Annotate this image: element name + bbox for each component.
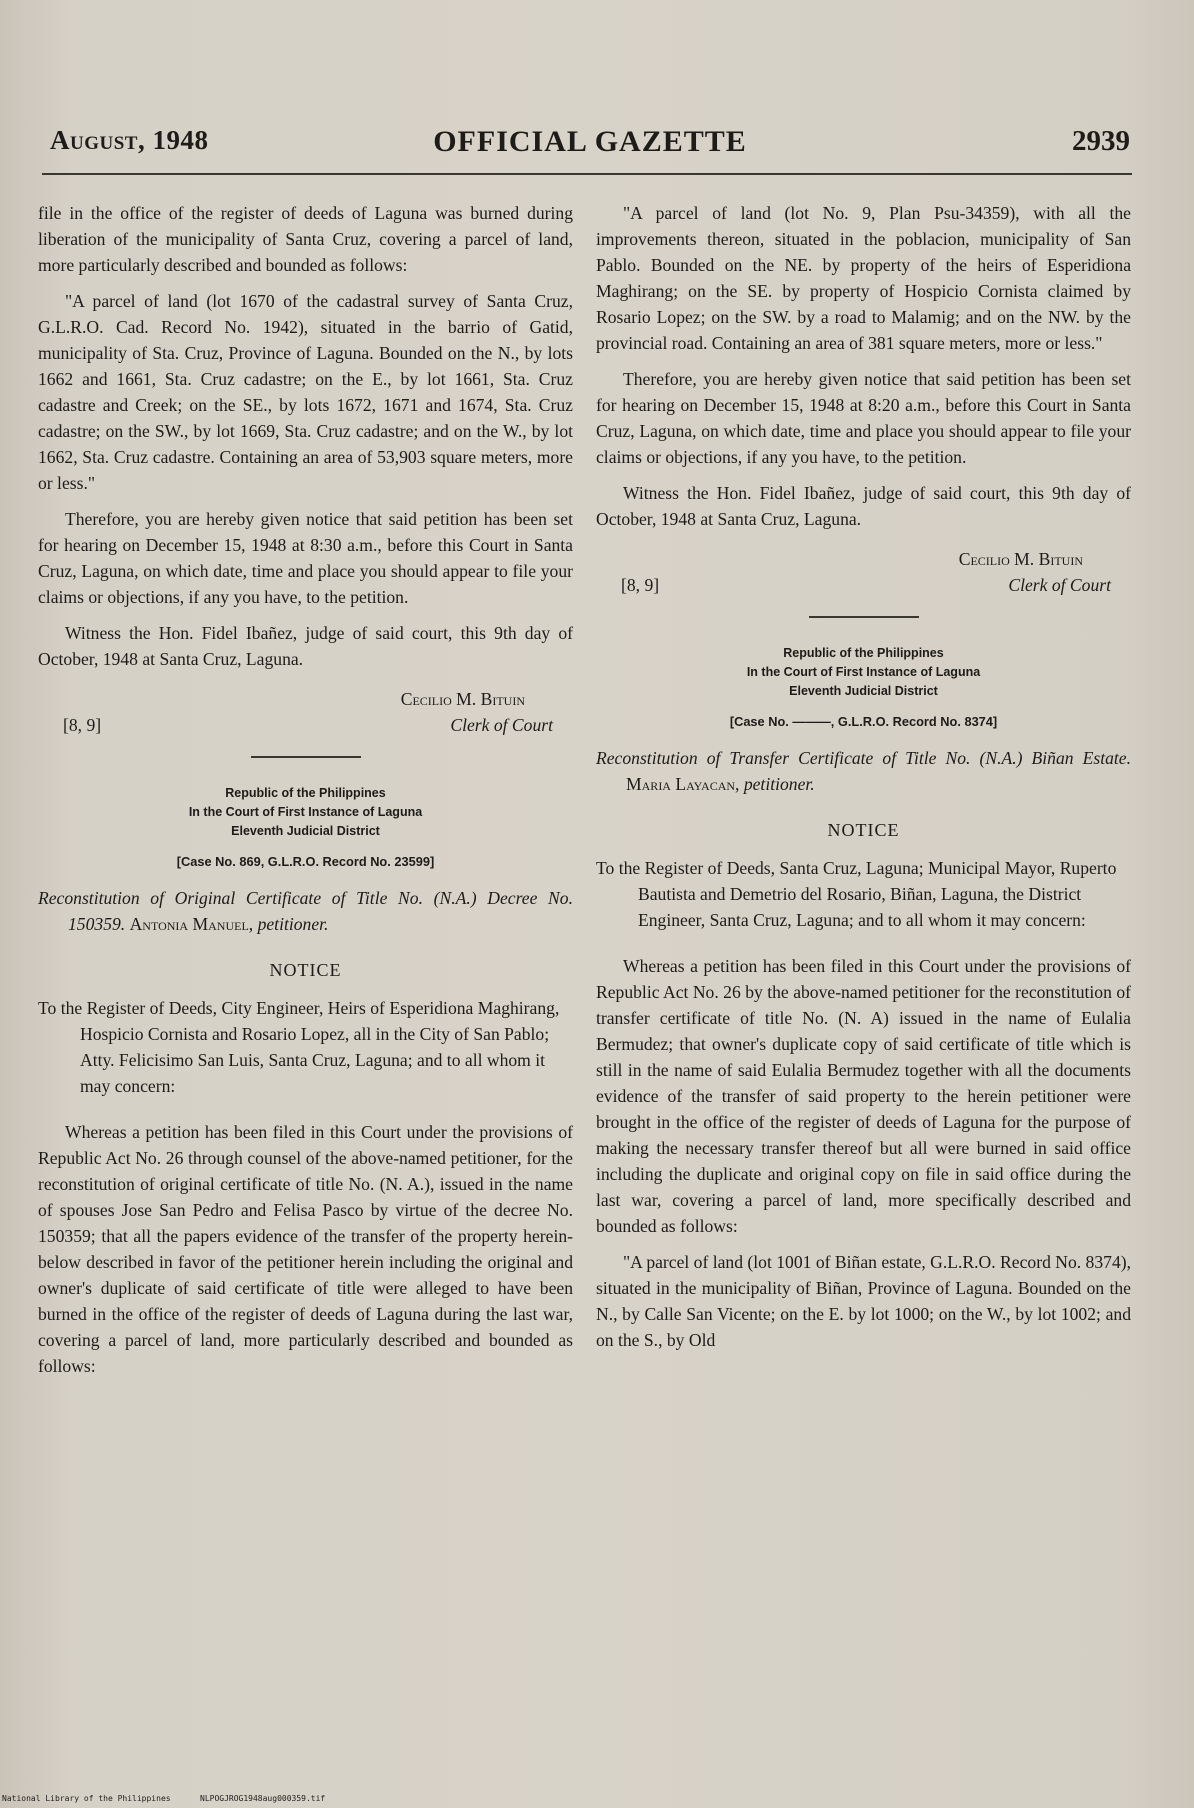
right-column	[596, 200, 1131, 1363]
caption-role: petitioner.	[257, 914, 329, 934]
paragraph: "A parcel of land (lot 1001 of Biñan estate, G.L.R.O. Record No. 8374), situated in the municipality of Biñan, Province of Laguna. Bounded on the N., by Calle San Vicente; on the E. by lot 1000; on the W., by lot 1002; and on the S., by Old	[596, 1252, 1132, 1350]
header-rule	[42, 173, 1132, 175]
page-header	[50, 125, 1130, 165]
caption-title: Reconstitution of Transfer Certificate of Title No. (N.A.) Biñan Estate.	[596, 748, 1131, 768]
court-heading	[596, 644, 1131, 701]
paragraph: Therefore, you are hereby given notice that said petition has been set for hearing on December 15, 1948 at 8:30 a.m., before this Court in Santa Cruz, Laguna, on which date, time and place you should appear to file your claims or objections, if any you have, to the petition.	[38, 509, 573, 607]
footer-filename: NLPOGJROG1948aug000359.tif	[200, 1794, 326, 1803]
petitioner-name: Maria Layacan,	[626, 774, 740, 794]
paragraph: Witness the Hon. Fidel Ibañez, judge of said court, this 9th day of October, 1948 at Santa Cruz, Laguna.	[596, 483, 1131, 529]
left-column	[38, 200, 573, 1389]
footer-library: National Library of the Philippines	[2, 1794, 171, 1803]
paragraph: file in the office of the register of deeds of Laguna was burned during liberation of the municipality of Santa Cruz, covering a parcel of land, more particularly described and bounded as follows:	[38, 203, 573, 275]
caption-title: Reconstitution of Original Certificate of Title No. (N.A.) Decree No. 150359.	[38, 888, 573, 934]
header-date: August, 1948	[50, 125, 209, 155]
court-heading-line: Eleventh Judicial District	[231, 824, 380, 838]
scan-footer	[0, 1792, 1194, 1808]
signatory-title: Clerk of Court	[450, 715, 553, 735]
section-divider	[251, 756, 361, 758]
paragraph: Whereas a petition has been filed in this Court under the provisions of Republic Act No. 26 by the above-named petitioner for the reconstitution of transfer certificate of title No. (N. A) issued in the name of Eulalia Bermudez; that owner's duplicate copy of said certificate of title which is still in the name of said Eulalia Bermudez together with all the documents evidence of the transfer of said property to the herein petitioner were brought in the office of the register of deeds of Laguna for the purpose of making the necessary transfer thereof but all were burned in said office including the duplicate and original copy on file in said office during the last war, covering a parcel of land, more specifically described and bounded as follows:	[596, 956, 1131, 1236]
court-heading-line: Republic of the Philippines	[225, 786, 386, 800]
caption-role: petitioner.	[743, 774, 815, 794]
court-heading-line: In the Court of First Instance of Laguna	[746, 665, 981, 679]
signatory-title: Clerk of Court	[1008, 575, 1111, 595]
notice-heading: NOTICE	[827, 820, 900, 840]
signatory-name: Cecilio M. Bituin	[400, 689, 525, 709]
court-heading-line: Republic of the Philippines	[783, 646, 944, 660]
petitioner-name: Antonia Manuel,	[129, 914, 254, 934]
signature-block	[596, 546, 1131, 598]
paragraph: Witness the Hon. Fidel Ibañez, judge of said court, this 9th day of October, 1948 at Santa Cruz, Laguna.	[38, 623, 573, 669]
paragraph: "A parcel of land (lot 1670 of the cadastral survey of Santa Cruz, G.L.R.O. Cad. Record No. 1942), situated in the barrio of Gatid, municipality of Sta. Cruz, Province of Laguna. Bounded on the N., by lots 1662 and 1661, Sta. Cruz cadastre; on the E., by lot 1661, Sta. Cruz cadastre and Creek; on the SE., by lots 1672, 1671 and 1674, Sta. Cruz cadastre; on the SW., by lot 1669, Sta. Cruz cadastre; and on the W., by lot 1662, Sta. Cruz cadastre. Containing an area of 53,903 square meters, more or less."	[38, 291, 573, 493]
publication-ref: [8, 9]	[63, 715, 102, 735]
section-divider	[809, 616, 919, 618]
paragraph: "A parcel of land (lot No. 9, Plan Psu-34359), with all the improvements thereon, situated in the poblacion, municipality of San Pablo. Bounded on the NE. by property of the heirs of Esperidiona Maghirang; on the SE. by property of Hospicio Cornista claimed by Rosario Lopez; on the SW. by a road to Malamig; and on the NW. by the provincial road. Containing an area of 381 square meters, more or less."	[596, 203, 1131, 353]
paragraph: Whereas a petition has been filed in this Court under the provisions of Republic Act No. 26 through counsel of the above-named petitioner, for the reconstitution of original certificate of title No. (N. A.), issued in the name of spouses Jose San Pedro and Felisa Pasco by virtue of the decree No. 150359; that all the papers evidence of the transfer of the property herein-below described in favor of the petitioner herein including the original and owner's duplicate of said certificate of title were alleged to have been burned in the office of the register of deeds of Laguna during the last war, covering a parcel of land, more particularly described and bounded as follows:	[38, 1122, 573, 1376]
court-heading-line: In the Court of First Instance of Laguna	[188, 805, 423, 819]
court-heading-line: Eleventh Judicial District	[789, 684, 938, 698]
header-page-number: 2939	[1072, 125, 1130, 157]
court-heading	[38, 784, 573, 841]
notice-addressees: To the Register of Deeds, Santa Cruz, Laguna; Municipal Mayor, Ruperto Bautista and Demetrio del Rosario, Biñan, Laguna, the District Engineer, Santa Cruz, Laguna; and to all whom it may concern:	[596, 858, 1117, 930]
case-number: [Case No. 869, G.L.R.O. Record No. 23599]	[176, 854, 435, 869]
notice-heading: NOTICE	[269, 960, 342, 980]
publication-ref: [8, 9]	[621, 575, 660, 595]
notice-addressees: To the Register of Deeds, City Engineer, Heirs of Esperidiona Maghirang, Hospicio Cornista and Rosario Lopez, all in the City of San Pablo; Atty. Felicisimo San Luis, Santa Cruz, Laguna; and to all whom it may concern:	[38, 998, 560, 1096]
case-caption	[596, 745, 1131, 797]
signatory-name: Cecilio M. Bituin	[958, 549, 1083, 569]
header-publication-title: OFFICIAL GAZETTE	[433, 125, 747, 158]
signature-block	[38, 686, 573, 738]
case-number: [Case No. ———, G.L.R.O. Record No. 8374]	[729, 714, 998, 729]
case-caption	[38, 885, 573, 937]
paragraph: Therefore, you are hereby given notice that said petition has been set for hearing on December 15, 1948 at 8:20 a.m., before this Court in Santa Cruz, Laguna, on which date, time and place you should appear to file your claims or objections, if any you have, to the petition.	[596, 369, 1131, 467]
